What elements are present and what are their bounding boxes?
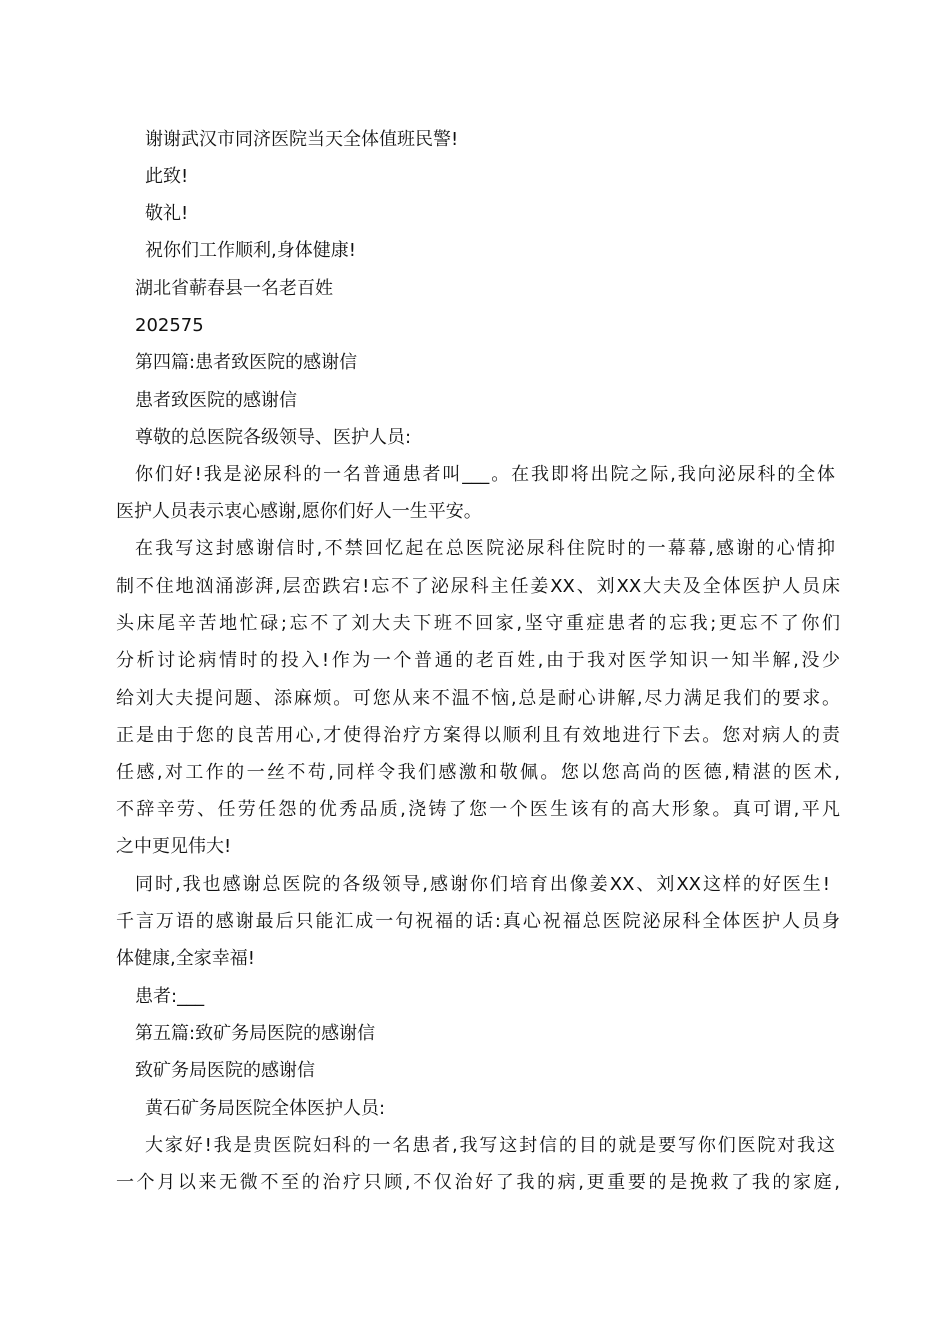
signature-line: 湖北省蕲春县一名老百姓 (135, 278, 333, 299)
paragraph-line: 不辞辛劳、任劳任怨的优秀品质,浇铸了您一个医生该有的高大形象。真可谓,平凡 (116, 799, 840, 820)
paragraph-line: 一个月以来无微不至的治疗只顾,不仅治好了我的病,更重要的是挽救了我的家庭, (116, 1172, 840, 1193)
text-line-wishes: 祝你们工作顺利,身体健康! (145, 240, 356, 261)
text-line-cizhi: 此致! (145, 166, 189, 187)
paragraph-line: 同时,我也感谢总医院的各级领导,感谢你们培育出像姜XX、刘XX这样的好医生! (135, 874, 830, 895)
paragraph-line: 大家好!我是贵医院妇科的一名患者,我写这封信的目的就是要写你们医院对我这 (145, 1135, 835, 1156)
section-heading-4: 第四篇:患者致医院的感谢信 (135, 352, 358, 373)
salutation-4: 尊敬的总医院各级领导、医护人员: (135, 427, 412, 448)
paragraph-line: 头床尾辛苦地忙碌;忘不了刘大夫下班不回家,坚守重症患者的忘我;更忘不了你们 (116, 613, 840, 634)
paragraph-line: 正是由于您的良苦用心,才使得治疗方案得以顺利且有效地进行下去。您对病人的责 (116, 725, 840, 746)
text-line-thanks-police: 谢谢武汉市同济医院当天全体值班民警! (145, 129, 459, 150)
paragraph-line: 之中更见伟大! (116, 836, 232, 857)
section-heading-5: 第五篇:致矿务局医院的感谢信 (135, 1023, 376, 1044)
text-line-jingli: 敬礼! (145, 203, 189, 224)
letter-title-5: 致矿务局医院的感谢信 (135, 1060, 315, 1081)
patient-signature: 患者:___ (135, 986, 205, 1007)
salutation-5: 黄石矿务局医院全体医护人员: (145, 1098, 386, 1119)
paragraph-line: 你们好!我是泌尿科的一名普通患者叫___。在我即将出院之际,我向泌尿科的全体 (135, 464, 835, 485)
paragraph-line: 体健康,全家幸福! (116, 948, 255, 969)
paragraph-line: 在我写这封感谢信时,不禁回忆起在总医院泌尿科住院时的一幕幕,感谢的心情抑 (135, 538, 835, 559)
letter-title-4: 患者致医院的感谢信 (135, 390, 297, 411)
date-line: 202575 (135, 315, 204, 336)
paragraph-line: 分析讨论病情时的投入!作为一个普通的老百姓,由于我对医学知识一知半解,没少 (116, 650, 840, 671)
paragraph-line: 给刘大夫提问题、添麻烦。可您从来不温不恼,总是耐心讲解,尽力满足我们的要求。 (116, 688, 840, 709)
paragraph-line: 制不住地汹涌澎湃,层峦跌宕!忘不了泌尿科主任姜XX、刘XX大夫及全体医护人员床 (116, 576, 840, 597)
paragraph-line: 千言万语的感谢最后只能汇成一句祝福的话:真心祝福总医院泌尿科全体医护人员身 (116, 911, 840, 932)
paragraph-line: 任感,对工作的一丝不苟,同样令我们感激和敬佩。您以您高尚的医德,精湛的医术, (116, 762, 840, 783)
paragraph-line: 医护人员表示衷心感谢,愿你们好人一生平安。 (116, 501, 482, 522)
